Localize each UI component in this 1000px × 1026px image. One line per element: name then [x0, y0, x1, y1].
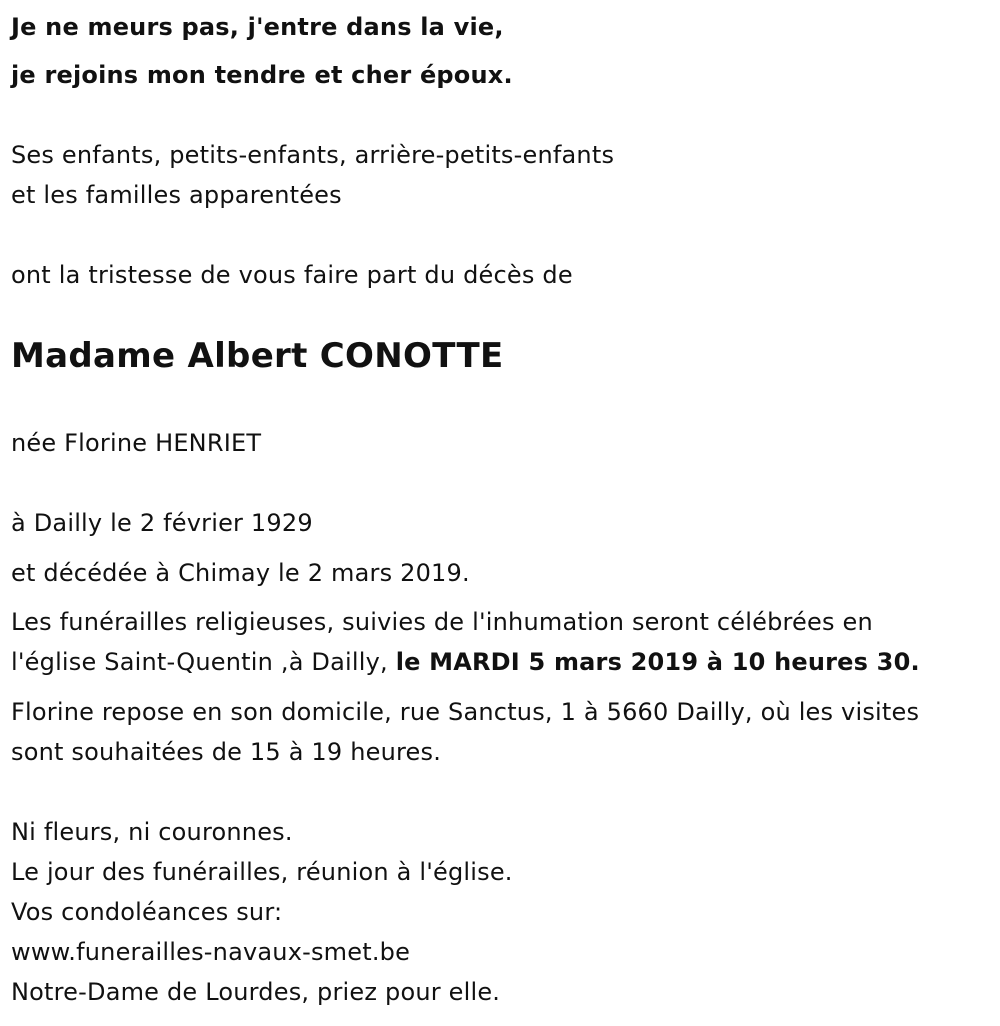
- death-info: et décédée à Chimay le 2 mars 2019.: [11, 559, 470, 587]
- funeral-location: l'église Saint-Quentin ,à Dailly,: [11, 648, 396, 676]
- website-link[interactable]: www.funerailles-navaux-smet.be: [11, 938, 411, 966]
- maiden-name: née Florine HENRIET: [11, 429, 262, 457]
- prayer-line: Notre-Dame de Lourdes, priez pour elle.: [11, 978, 501, 1006]
- condolences-website[interactable]: [11, 937, 410, 967]
- funeral-line-2: [11, 647, 920, 677]
- family-line-2: et les familles apparentées: [11, 181, 342, 209]
- epigraph-line-1: Je ne meurs pas, j'entre dans la vie,: [11, 13, 504, 41]
- birth-info: à Dailly le 2 février 1929: [11, 509, 313, 537]
- epigraph-line-2: je rejoins mon tendre et cher époux.: [11, 61, 513, 89]
- announcement-text: ont la tristesse de vous faire part du décès de: [11, 261, 573, 289]
- flowers-note: Ni fleurs, ni couronnes.: [11, 818, 293, 846]
- funeral-datetime: le MARDI 5 mars 2019 à 10 heures 30.: [395, 648, 920, 676]
- visits-line-1: Florine repose en son domicile, rue Sanctus, 1 à 5660 Dailly, où les visites: [11, 698, 920, 726]
- visits-line-2: sont souhaitées de 15 à 19 heures.: [11, 738, 442, 766]
- obituary-notice: [11, 0, 991, 1026]
- family-line-1: Ses enfants, petits-enfants, arrière-petits-enfants: [11, 141, 615, 169]
- funeral-line-1: Les funérailles religieuses, suivies de l'inhumation seront célébrées en: [11, 608, 873, 636]
- deceased-name: Madame Albert CONOTTE: [11, 336, 504, 376]
- condolences-label: Vos condoléances sur:: [11, 898, 283, 926]
- meeting-note: Le jour des funérailles, réunion à l'église.: [11, 858, 513, 886]
